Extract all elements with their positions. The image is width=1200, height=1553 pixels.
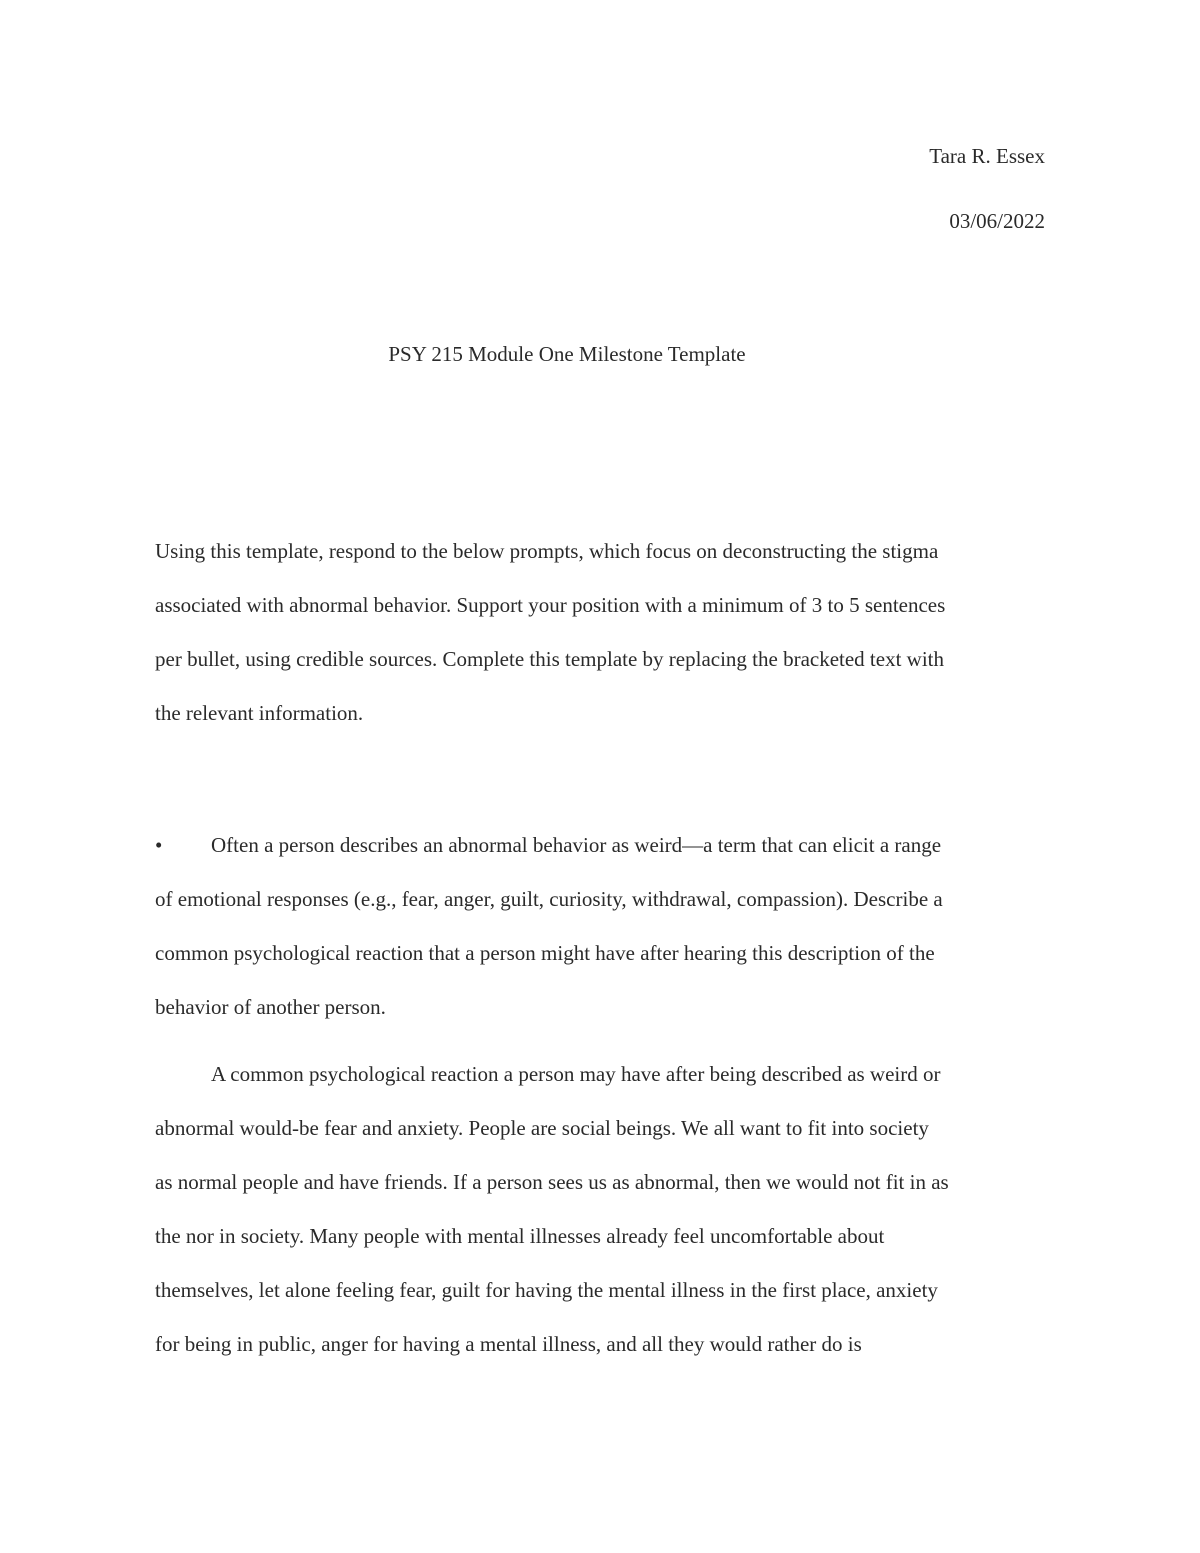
intro-line: the relevant information.: [155, 701, 364, 725]
intro-line: per bullet, using credible sources. Complete this template by replacing the bracketed text with: [155, 647, 945, 671]
bullet-line: Often a person describes an abnormal behavior as weird—a term that can elicit a range: [211, 833, 942, 857]
bullet-line: of emotional responses (e.g., fear, anger, guilt, curiosity, withdrawal, compassion). Describe a: [155, 887, 943, 911]
response-line: abnormal would-be fear and anxiety. People are social beings. We all want to fit into society: [155, 1116, 929, 1140]
response-line: A common psychological reaction a person may have after being described as weird or: [211, 1062, 941, 1086]
bullet-line: common psychological reaction that a person might have after hearing this description of the: [155, 941, 935, 965]
document-title: PSY 215 Module One Milestone Template: [388, 342, 746, 366]
author-name: Tara R. Essex: [929, 144, 1045, 168]
bullet-line: behavior of another person.: [155, 995, 386, 1019]
response-line: themselves, let alone feeling fear, guilt for having the mental illness in the first place, anxiety: [155, 1278, 938, 1302]
document-date: 03/06/2022: [949, 209, 1045, 233]
intro-line: associated with abnormal behavior. Support your position with a minimum of 3 to 5 sentences: [155, 593, 946, 617]
response-line: for being in public, anger for having a mental illness, and all they would rather do is: [155, 1332, 862, 1356]
response-line: the nor in society. Many people with mental illnesses already feel uncomfortable about: [155, 1224, 885, 1248]
bullet-icon: •: [155, 833, 163, 857]
response-line: as normal people and have friends. If a person sees us as abnormal, then we would not fit in as: [155, 1170, 949, 1194]
intro-line: Using this template, respond to the below prompts, which focus on deconstructing the stigma: [155, 539, 939, 563]
